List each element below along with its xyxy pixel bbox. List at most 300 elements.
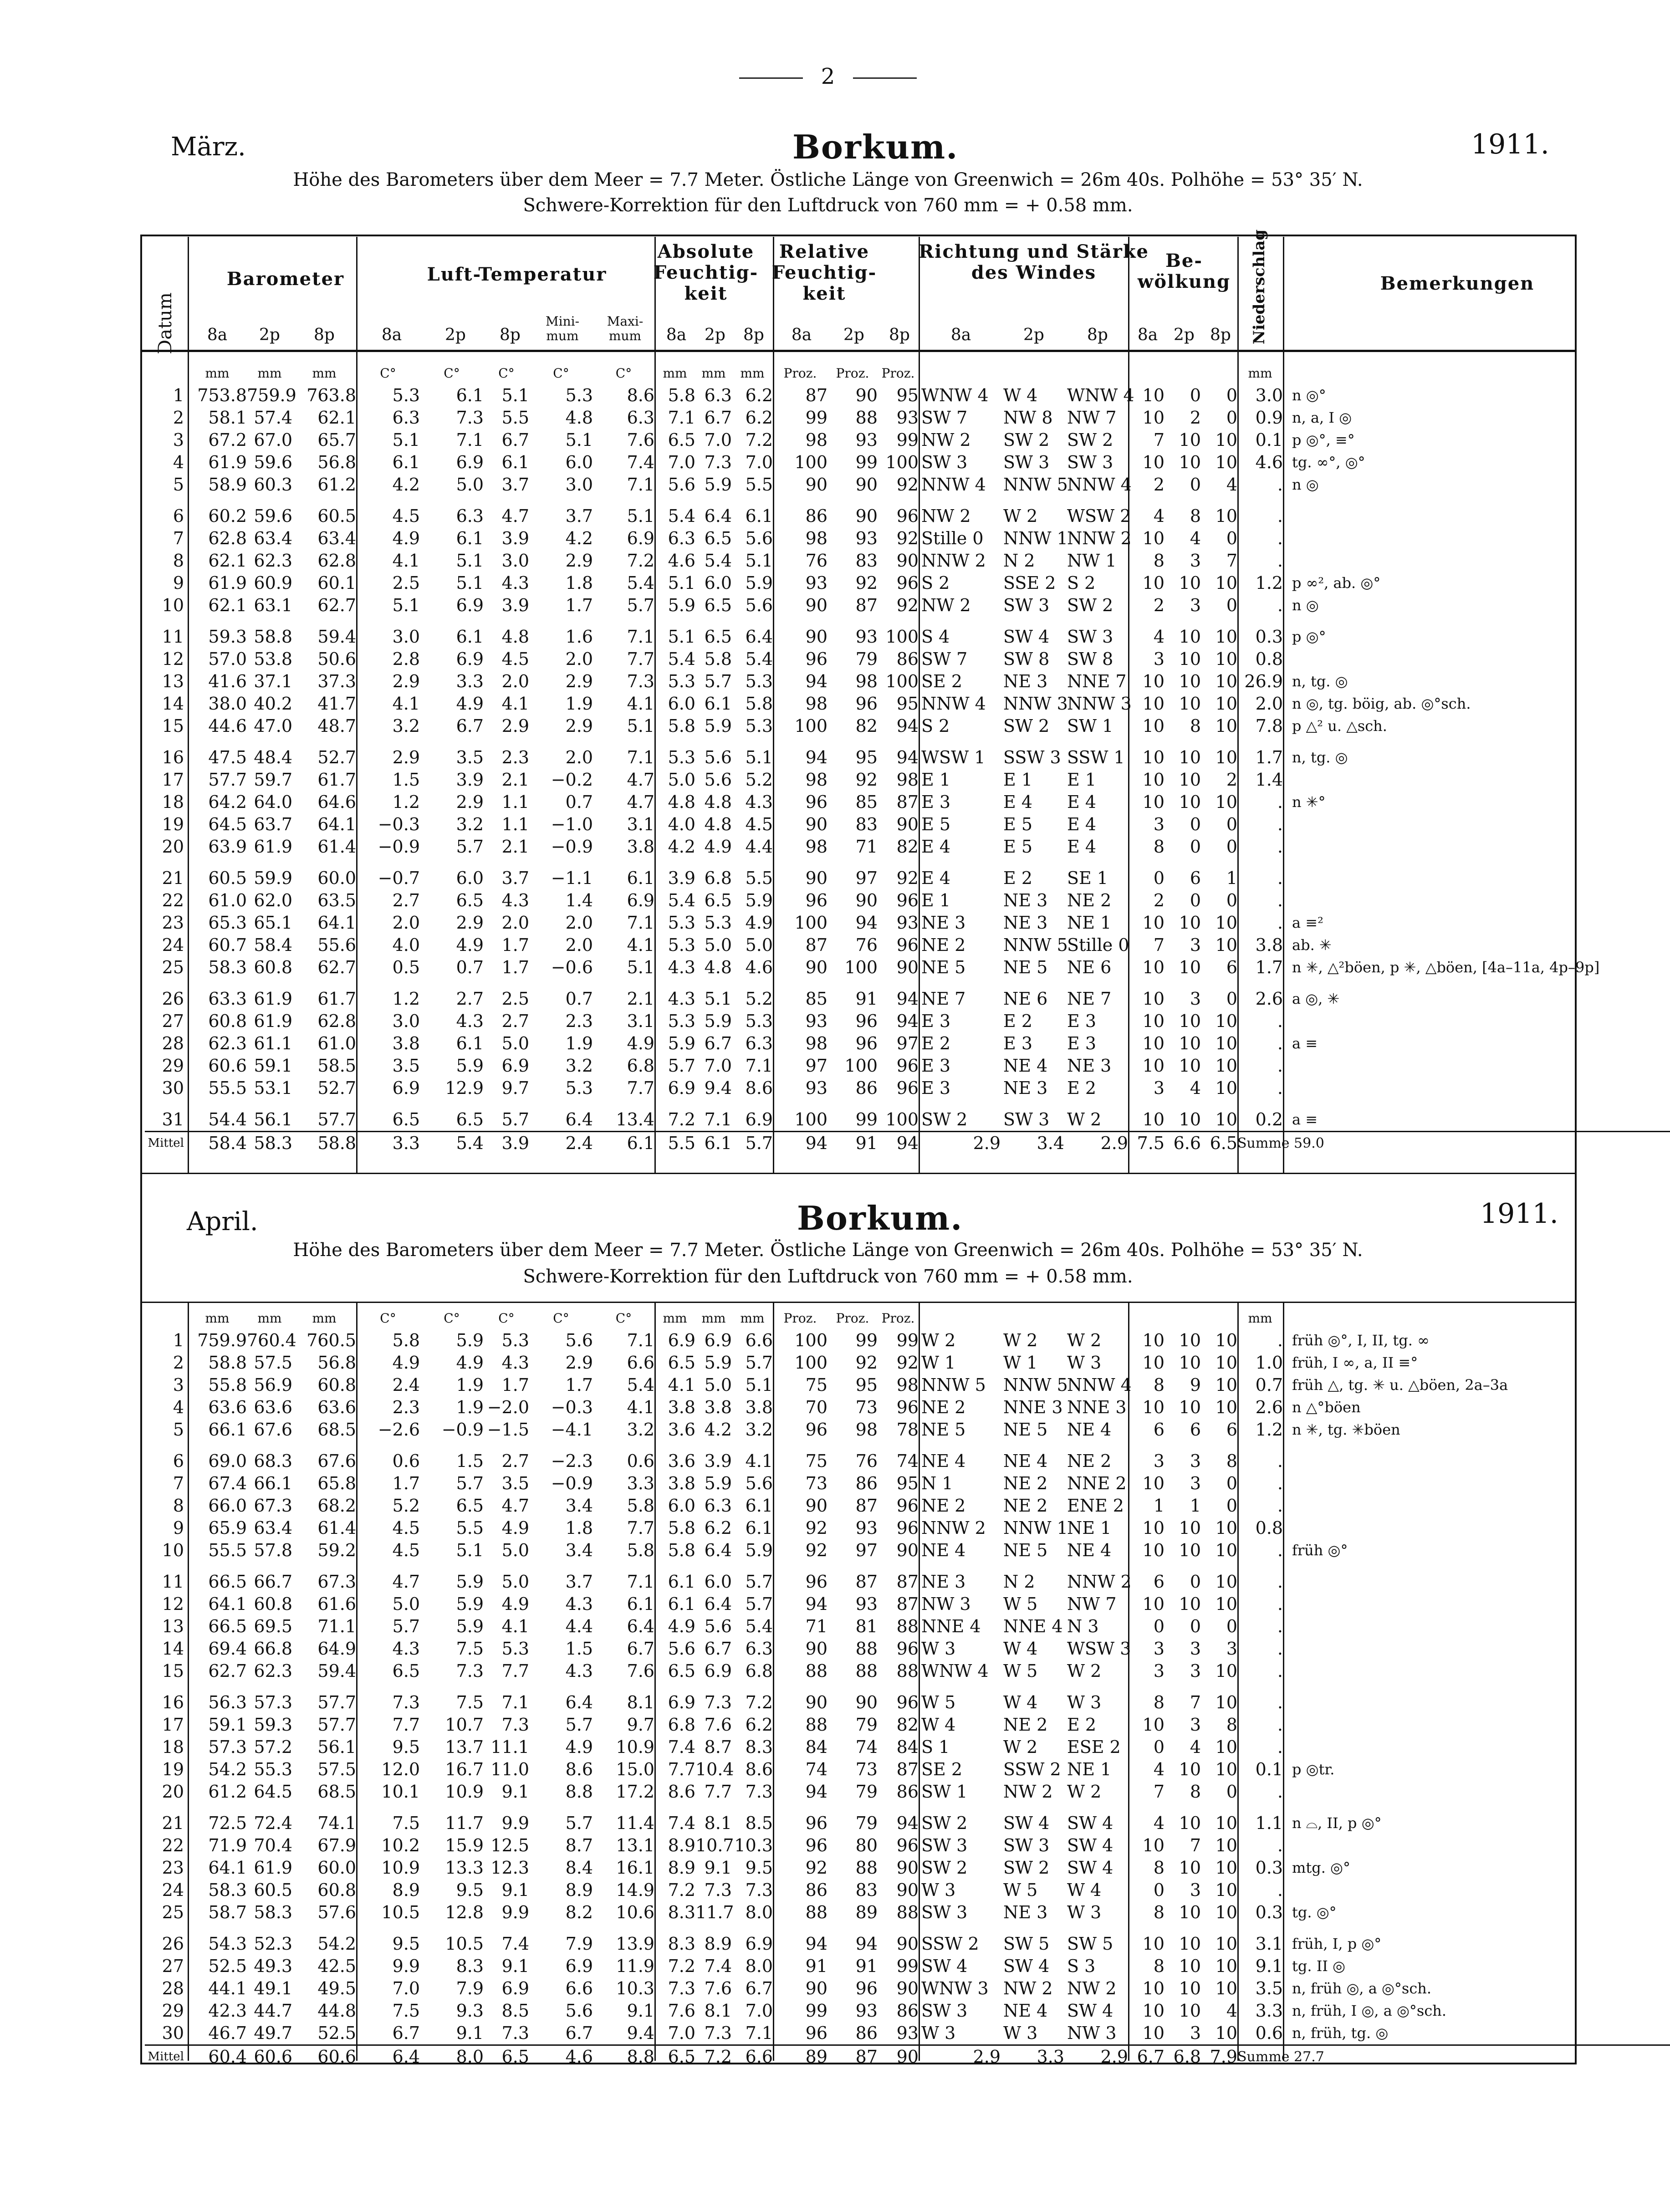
cell-baro-2p: 58.4 bbox=[254, 935, 292, 955]
unit-temp-2p: C° bbox=[444, 1311, 460, 1326]
table-row bbox=[145, 550, 1670, 572]
cell-remark: p ∞², ab. ◎° bbox=[1292, 574, 1381, 592]
cell-temp-8a: 7.3 bbox=[392, 1692, 420, 1712]
cell-precip: . bbox=[1277, 1737, 1283, 1757]
table-row bbox=[145, 1857, 1670, 1879]
cell-precip: . bbox=[1277, 1572, 1283, 1592]
cell-baro-2p: 59.7 bbox=[254, 770, 292, 790]
cell-baro-8p: 67.6 bbox=[317, 1451, 356, 1471]
cell-temp-8a: 7.5 bbox=[392, 1813, 420, 1833]
cell-baro-8p: 763.8 bbox=[306, 385, 356, 405]
cell-cloud-2p: 7 bbox=[1190, 1692, 1201, 1712]
cell-rel-8a: 98 bbox=[805, 1033, 827, 1053]
cell-baro-8p: 55.6 bbox=[317, 935, 356, 955]
cell-remark: früh ◎°, I, II, tg. ∞ bbox=[1292, 1332, 1430, 1349]
cell-wind-8p: SW 5 bbox=[1067, 1934, 1113, 1954]
cell-wind-2p: SW 4 bbox=[1003, 1813, 1050, 1833]
cell-temp-8a: 6.9 bbox=[392, 1078, 420, 1098]
cell-rel-8p: 94 bbox=[896, 716, 919, 736]
cell-abs-8p: 5.3 bbox=[745, 671, 773, 691]
cell-day: 12 bbox=[162, 649, 184, 669]
cell-remark: a ≡ bbox=[1292, 1111, 1318, 1128]
cell-temp-8a: 4.3 bbox=[392, 1639, 420, 1659]
cell-abs-2p: 6.0 bbox=[704, 573, 732, 593]
cell-abs-8p: 6.3 bbox=[745, 1033, 773, 1053]
cell-precip: . bbox=[1277, 1692, 1283, 1712]
cell-temp-2p: 7.5 bbox=[456, 1692, 484, 1712]
cell-rel-2p: 95 bbox=[855, 747, 878, 767]
cell-precip: 0.8 bbox=[1255, 1518, 1283, 1538]
cell-remark: n ◎ bbox=[1292, 476, 1319, 493]
cell-wind-2p: W 1 bbox=[1003, 1353, 1038, 1373]
cell-rel-2p: 82 bbox=[855, 716, 878, 736]
cell-temp-8a: 10.1 bbox=[381, 1782, 420, 1802]
table-row bbox=[145, 1924, 1670, 1955]
station-info-line-april: Höhe des Barometers über dem Meer = 7.7 Meter. Östliche Länge von Greenwich = 26m 40s. Polhöhe = 53° 35′ N. bbox=[293, 1240, 1363, 1261]
cell-remark bbox=[1283, 1736, 1670, 1758]
sub-rel-2p: 2p bbox=[843, 326, 864, 344]
cell-rel-8p: 92 bbox=[896, 868, 919, 888]
cell-wind-2p: NNW 3 bbox=[1003, 694, 1068, 714]
cell-temp-2p: 3.5 bbox=[456, 747, 484, 767]
cell-precip: 0.7 bbox=[1255, 1375, 1283, 1395]
cell-rel-2p: 86 bbox=[855, 2023, 878, 2043]
cell-temp-max: 0.6 bbox=[627, 1451, 654, 1471]
cell-cloud-8p: 10 bbox=[1215, 1056, 1237, 1076]
cell-cloud-8p: 10 bbox=[1215, 1353, 1237, 1373]
cell-temp-max: 7.6 bbox=[627, 430, 654, 450]
cell-day: 22 bbox=[162, 1835, 184, 1855]
cell-temp-8a: 3.8 bbox=[392, 1033, 420, 1053]
cell-abs-2p: 4.2 bbox=[704, 1420, 732, 1440]
cell-abs-2p: 6.5 bbox=[704, 595, 732, 615]
cell-temp-min: 6.6 bbox=[565, 1978, 593, 1998]
cell-temp-max: 5.8 bbox=[627, 1496, 654, 1516]
cell-temp-8a: 1.2 bbox=[392, 792, 420, 812]
cell-cloud-2p: 10 bbox=[1179, 1056, 1201, 1076]
cell-baro-2p: 58.3 bbox=[247, 1132, 292, 1155]
cell-baro-8a: 55.5 bbox=[208, 1078, 247, 1098]
cell-rel-8p: 100 bbox=[885, 1109, 919, 1129]
cell-baro-8a: 58.4 bbox=[188, 1132, 247, 1155]
unit-temp-max: C° bbox=[615, 366, 632, 381]
cell-abs-8a: 4.0 bbox=[668, 814, 695, 834]
cell-temp-2p: 5.7 bbox=[456, 837, 484, 857]
cell-cloud-2p: 3 bbox=[1190, 1639, 1201, 1659]
unit-temp-min: C° bbox=[553, 1311, 569, 1326]
table-row bbox=[145, 956, 1670, 979]
cell-baro-8a: 55.8 bbox=[208, 1375, 247, 1395]
cell-remark bbox=[1283, 769, 1670, 791]
cell-cloud-8p: 10 bbox=[1215, 1518, 1237, 1538]
cell-abs-8a: 3.6 bbox=[668, 1451, 695, 1471]
cell-cloud-8p: 10 bbox=[1215, 1880, 1237, 1900]
cell-baro-8p: 57.5 bbox=[317, 1759, 356, 1779]
cell-baro-8a: 52.5 bbox=[208, 1956, 247, 1976]
cell-rel-2p: 73 bbox=[855, 1397, 878, 1417]
cell-remark: p △² u. △sch. bbox=[1292, 717, 1387, 735]
cell-cloud-8p: 10 bbox=[1215, 935, 1237, 955]
cell-cloud-2p: 10 bbox=[1179, 671, 1201, 691]
cell-wind-2p: SW 2 bbox=[1003, 1858, 1050, 1878]
cell-cloud-8a: 8 bbox=[1153, 1692, 1164, 1712]
cell-temp-min: 6.9 bbox=[565, 1956, 593, 1976]
cell-cloud-8p: 10 bbox=[1215, 747, 1237, 767]
cell-temp-8a: 6.7 bbox=[392, 2023, 420, 2043]
cell-day: 1 bbox=[173, 385, 184, 405]
cell-wind-8p: SSW 1 bbox=[1067, 747, 1125, 767]
cell-rel-8p: 96 bbox=[896, 1397, 919, 1417]
cell-temp-8a: −0.9 bbox=[378, 837, 420, 857]
cell-temp-2p: 6.5 bbox=[456, 890, 484, 910]
cell-temp-8a: 1.5 bbox=[392, 770, 420, 790]
cell-temp-max: 4.7 bbox=[627, 770, 654, 790]
col-bemerkungen-heading: Bemerkungen bbox=[1380, 273, 1535, 294]
cell-cloud-8a: 2 bbox=[1153, 595, 1164, 615]
cell-baro-8a: 64.5 bbox=[208, 814, 247, 834]
cell-precip: 2.6 bbox=[1255, 989, 1283, 1009]
cell-wind-2p: SSW 3 bbox=[1003, 747, 1061, 767]
cell-temp-min: −0.6 bbox=[551, 957, 593, 977]
cell-wind-8a: Stille 0 bbox=[921, 528, 984, 548]
cell-baro-8p: 62.8 bbox=[317, 1011, 356, 1031]
cell-cloud-2p: 10 bbox=[1179, 1858, 1201, 1878]
cell-baro-8p: 760.5 bbox=[306, 1330, 356, 1350]
cell-rel-8p: 92 bbox=[896, 475, 919, 495]
cell-temp-8a: 7.5 bbox=[392, 2001, 420, 2021]
cell-rel-8p: 90 bbox=[896, 551, 919, 571]
cell-baro-8a: 62.1 bbox=[208, 551, 247, 571]
cell-wind-2p: NNW 5 bbox=[1003, 475, 1068, 495]
cell-wind-8p: W 2 bbox=[1067, 1330, 1102, 1350]
cell-cloud-8a: 10 bbox=[1142, 1978, 1164, 1998]
cell-baro-8p: 58.5 bbox=[317, 1056, 356, 1076]
cell-wind-8p: WSW 3 bbox=[1067, 1639, 1131, 1659]
cell-wind-8p: SW 4 bbox=[1067, 1835, 1113, 1855]
cell-baro-8a: 64.1 bbox=[208, 1594, 247, 1614]
cell-cloud-2p: 4 bbox=[1190, 1737, 1201, 1757]
cell-rel-8p: 96 bbox=[896, 890, 919, 910]
cell-wind-8p: WSW 2 bbox=[1067, 506, 1131, 526]
cell-temp-max: 11.4 bbox=[616, 1813, 654, 1833]
cell-wind-8a: E 3 bbox=[921, 1078, 950, 1098]
cell-rel-8a: 75 bbox=[805, 1375, 827, 1395]
cell-cloud-2p: 3 bbox=[1190, 1715, 1201, 1735]
cell-wind-8a: W 3 bbox=[921, 2023, 956, 2043]
cell-cloud-8a: 8 bbox=[1153, 551, 1164, 571]
cell-temp-8a: 2.7 bbox=[392, 890, 420, 910]
cell-abs-8a: 6.9 bbox=[668, 1078, 695, 1098]
cell-temp-min: 4.8 bbox=[565, 408, 593, 428]
cell-temp-8p: 5.3 bbox=[501, 1330, 529, 1350]
cell-wind-8a: NW 2 bbox=[921, 430, 971, 450]
cell-abs-2p: 4.8 bbox=[704, 957, 732, 977]
cell-baro-8p: 61.4 bbox=[317, 1518, 356, 1538]
cell-rel-8a: 90 bbox=[805, 957, 827, 977]
cell-cloud-2p: 10 bbox=[1179, 913, 1201, 933]
unit-rel-2p: Proz. bbox=[836, 366, 869, 381]
table-row bbox=[145, 1834, 1670, 1857]
cell-wind-2p: NE 5 bbox=[1003, 1420, 1048, 1440]
cell-abs-8a: 7.4 bbox=[668, 1813, 695, 1833]
cell-abs-8a: 6.5 bbox=[668, 1353, 695, 1373]
cell-baro-8a: 57.3 bbox=[208, 1737, 247, 1757]
cell-rel-8p: 94 bbox=[896, 1011, 919, 1031]
cell-rel-8a: 88 bbox=[805, 1715, 827, 1735]
cell-temp-8a: 4.1 bbox=[392, 694, 420, 714]
month-label-april: April. bbox=[187, 1207, 258, 1236]
table-row bbox=[145, 1472, 1670, 1495]
cell-temp-8p: 5.3 bbox=[501, 1639, 529, 1659]
cell-temp-max: 7.2 bbox=[627, 551, 654, 571]
cell-temp-min: 7.9 bbox=[565, 1934, 593, 1954]
cell-rel-8p: 93 bbox=[896, 913, 919, 933]
cell-rel-2p: 79 bbox=[855, 649, 878, 669]
cell-temp-min: 5.3 bbox=[565, 1078, 593, 1098]
cell-precip: 7.8 bbox=[1255, 716, 1283, 736]
cell-abs-8a: 5.3 bbox=[668, 671, 695, 691]
cell-remark: a ◎, ✳ bbox=[1292, 990, 1340, 1007]
cell-wind-2p: E 4 bbox=[1003, 792, 1032, 812]
cell-wind-8a: E 3 bbox=[921, 1056, 950, 1076]
cell-cloud-2p: 6 bbox=[1190, 1420, 1201, 1440]
cell-baro-2p: 67.3 bbox=[254, 1496, 292, 1516]
cell-rel-8a: 73 bbox=[805, 1473, 827, 1493]
cell-cloud-8a: 10 bbox=[1142, 1056, 1164, 1076]
cell-rel-2p: 76 bbox=[855, 1451, 878, 1471]
cell-temp-8p: 2.0 bbox=[501, 913, 529, 933]
cell-remark: p ◎tr. bbox=[1292, 1761, 1335, 1778]
cell-cloud-2p: 6.6 bbox=[1164, 1132, 1201, 1155]
cell-cloud-2p: 8 bbox=[1190, 1782, 1201, 1802]
cell-remark bbox=[1283, 889, 1670, 912]
cell-precip: 1.1 bbox=[1255, 1813, 1283, 1833]
cell-precip: 3.8 bbox=[1255, 935, 1283, 955]
cell-abs-2p: 8.1 bbox=[704, 1813, 732, 1833]
cell-temp-8p: 9.9 bbox=[501, 1813, 529, 1833]
col-abs-feuchte-heading: Absolute Feuchtig- keit bbox=[653, 241, 759, 304]
cell-baro-8a: 47.5 bbox=[208, 747, 247, 767]
cell-remark: n, früh, I ◎, a ◎°sch. bbox=[1292, 2002, 1447, 2019]
cell-day: 26 bbox=[162, 1934, 184, 1954]
cell-remark: früh △, tg. ✳ u. △böen, 2a–3a bbox=[1292, 1376, 1508, 1394]
cell-temp-8p: 2.9 bbox=[501, 716, 529, 736]
cell-abs-2p: 7.1 bbox=[704, 1109, 732, 1129]
cell-cloud-8a: 10 bbox=[1142, 528, 1164, 548]
cell-remark bbox=[1283, 1472, 1670, 1495]
cell-wind-8a: WNW 3 bbox=[921, 1978, 989, 1998]
units-row bbox=[145, 1307, 1670, 1329]
cell-temp-8p: 9.9 bbox=[501, 1902, 529, 1922]
cell-baro-8p: 61.4 bbox=[317, 837, 356, 857]
cell-rel-8p: 92 bbox=[896, 595, 919, 615]
cell-temp-max: 5.4 bbox=[627, 573, 654, 593]
cell-temp-2p: 10.9 bbox=[445, 1782, 484, 1802]
cell-wind-2p: NW 2 bbox=[1003, 1978, 1053, 1998]
cell-baro-8a: 69.0 bbox=[208, 1451, 247, 1471]
cell-temp-8p: 7.3 bbox=[501, 1715, 529, 1735]
cell-day: 13 bbox=[162, 1616, 184, 1636]
cell-rel-8p: 93 bbox=[896, 408, 919, 428]
cell-cloud-8p: 0 bbox=[1226, 814, 1237, 834]
sub-temp-8p: 8p bbox=[500, 326, 521, 344]
cell-cloud-8p: 10 bbox=[1215, 913, 1237, 933]
cell-baro-8p: 54.2 bbox=[317, 1934, 356, 1954]
cell-cloud-8p: 10 bbox=[1215, 1011, 1237, 1031]
cell-abs-2p: 6.7 bbox=[704, 1639, 732, 1659]
table-row bbox=[145, 1562, 1670, 1593]
cell-cloud-8a: 7 bbox=[1153, 1782, 1164, 1802]
cell-rel-8p: 94 bbox=[896, 1813, 919, 1833]
cell-baro-8p: 50.6 bbox=[317, 649, 356, 669]
cell-temp-min: 1.6 bbox=[565, 627, 593, 647]
cell-abs-8p: 6.7 bbox=[745, 1978, 773, 1998]
unit-baro-8p: mm bbox=[312, 366, 337, 381]
cell-wind-8a: WNW 4 bbox=[921, 1661, 989, 1681]
cell-rel-2p: 88 bbox=[855, 1661, 878, 1681]
cell-abs-8a: 6.0 bbox=[668, 694, 695, 714]
cell-abs-2p: 9.4 bbox=[704, 1078, 732, 1098]
table-row bbox=[145, 1615, 1670, 1638]
cell-temp-2p: 3.9 bbox=[456, 770, 484, 790]
cell-rel-8p: 87 bbox=[896, 1572, 919, 1592]
cell-day: 11 bbox=[162, 1572, 184, 1592]
cell-abs-8a: 6.5 bbox=[668, 430, 695, 450]
cell-cloud-8a: 8 bbox=[1153, 837, 1164, 857]
cell-rel-8a: 84 bbox=[805, 1737, 827, 1757]
cell-rel-8p: 94 bbox=[896, 989, 919, 1009]
cell-temp-8a: 3.0 bbox=[392, 1011, 420, 1031]
cell-wind-2p: SSW 2 bbox=[1003, 1759, 1061, 1779]
cell-abs-8p: 5.9 bbox=[745, 1540, 773, 1560]
cell-remark: n △°böen bbox=[1292, 1399, 1361, 1416]
cell-abs-2p: 5.0 bbox=[704, 1375, 732, 1395]
cell-day: 28 bbox=[162, 1978, 184, 1998]
cell-cloud-8a: 4 bbox=[1153, 506, 1164, 526]
cell-wind-8p: W 2 bbox=[1067, 1782, 1102, 1802]
cell-rel-2p: 94 bbox=[855, 1934, 878, 1954]
cell-cloud-8a: 2 bbox=[1153, 890, 1164, 910]
cell-temp-2p: 9.1 bbox=[456, 2023, 484, 2043]
cell-cloud-2p: 3 bbox=[1190, 551, 1201, 571]
unit-temp-max: C° bbox=[615, 1311, 632, 1326]
cell-rel-8a: 96 bbox=[805, 1813, 827, 1833]
cell-rel-8a: 100 bbox=[794, 913, 827, 933]
cell-temp-max: 15.0 bbox=[616, 1759, 654, 1779]
cell-rel-8p: 82 bbox=[896, 1715, 919, 1735]
cell-rel-2p: 93 bbox=[855, 1594, 878, 1614]
cell-wind-8a: 2.9 bbox=[919, 1132, 1001, 1155]
cell-wind-8a: E 3 bbox=[921, 1011, 950, 1031]
cell-baro-8a: 759.9 bbox=[197, 1330, 247, 1350]
cell-baro-2p: 60.8 bbox=[254, 1594, 292, 1614]
cell-baro-2p: 49.1 bbox=[254, 1978, 292, 1998]
cell-abs-8a: 6.9 bbox=[668, 1692, 695, 1712]
unit-wind-8p bbox=[1064, 1307, 1128, 1329]
cell-wind-8p: SW 4 bbox=[1067, 1858, 1113, 1878]
cell-temp-2p: 3.3 bbox=[456, 671, 484, 691]
cell-abs-2p: 6.7 bbox=[704, 1033, 732, 1053]
cell-temp-2p: 6.0 bbox=[456, 868, 484, 888]
cell-cloud-8a: 10 bbox=[1142, 1934, 1164, 1954]
cell-temp-min: 0.7 bbox=[565, 792, 593, 812]
cell-rel-8p: 87 bbox=[896, 792, 919, 812]
cell-temp-8a: 2.8 bbox=[392, 649, 420, 669]
cell-baro-2p: 61.1 bbox=[254, 1033, 292, 1053]
cell-temp-min: 5.6 bbox=[565, 2001, 593, 2021]
cell-abs-8p: 5.3 bbox=[745, 716, 773, 736]
cell-abs-2p: 6.4 bbox=[704, 1540, 732, 1560]
cell-wind-8p: W 3 bbox=[1067, 1692, 1102, 1712]
cell-temp-8p: 4.7 bbox=[501, 1496, 529, 1516]
cell-rel-8p: 96 bbox=[896, 1078, 919, 1098]
cell-wind-8p: NW 7 bbox=[1067, 408, 1117, 428]
cell-abs-8p: 8.5 bbox=[745, 1813, 773, 1833]
cell-wind-2p: SW 3 bbox=[1003, 1835, 1050, 1855]
cell-baro-2p: 63.7 bbox=[254, 814, 292, 834]
cell-baro-2p: 66.1 bbox=[254, 1473, 292, 1493]
cell-temp-min: 2.4 bbox=[529, 1132, 593, 1155]
cell-baro-2p: 37.1 bbox=[254, 671, 292, 691]
cell-wind-8p: NE 6 bbox=[1067, 957, 1112, 977]
station-info-line-maerz: Höhe des Barometers über dem Meer = 7.7 Meter. Östliche Länge von Greenwich = 26m 40s. Polhöhe = 53° 35′ N. bbox=[293, 169, 1363, 190]
cell-temp-2p: 9.5 bbox=[456, 1880, 484, 1900]
cell-temp-2p: 11.7 bbox=[445, 1813, 484, 1833]
cell-rel-8a: 96 bbox=[805, 792, 827, 812]
cell-rel-2p: 79 bbox=[855, 1813, 878, 1833]
cell-rel-8p: 94 bbox=[896, 747, 919, 767]
unit-abs-8p: mm bbox=[740, 1311, 765, 1326]
cell-cloud-8p: 6.5 bbox=[1201, 1132, 1237, 1155]
cell-wind-8a: E 1 bbox=[921, 890, 950, 910]
cell-baro-8p: 68.5 bbox=[317, 1782, 356, 1802]
cell-rel-2p: 91 bbox=[855, 1956, 878, 1976]
cell-abs-8a: 4.1 bbox=[668, 1375, 695, 1395]
cell-abs-8a: 8.9 bbox=[668, 1835, 695, 1855]
cell-wind-8p: NW 1 bbox=[1067, 551, 1117, 571]
cell-baro-8p: 48.7 bbox=[317, 716, 356, 736]
cell-temp-max: 6.6 bbox=[627, 1353, 654, 1373]
cell-temp-2p: 1.9 bbox=[456, 1375, 484, 1395]
table-row bbox=[145, 1099, 1670, 1132]
cell-wind-8a: E 5 bbox=[921, 814, 950, 834]
cell-abs-8p: 4.6 bbox=[745, 957, 773, 977]
cell-baro-8a: 67.2 bbox=[208, 430, 247, 450]
table-row bbox=[145, 648, 1670, 670]
cell-cloud-8a: 10 bbox=[1142, 1473, 1164, 1493]
cell-rel-8a: 100 bbox=[794, 1353, 827, 1373]
cell-wind-2p: 3.3 bbox=[1001, 2045, 1064, 2069]
cell-abs-2p: 6.9 bbox=[704, 1330, 732, 1350]
cell-baro-8p: 56.8 bbox=[317, 1353, 356, 1373]
cell-rel-2p: 86 bbox=[855, 1473, 878, 1493]
cell-abs-8a: 5.9 bbox=[668, 1033, 695, 1053]
cell-wind-8p: E 2 bbox=[1067, 1078, 1096, 1098]
cell-cloud-8p: 8 bbox=[1226, 1715, 1237, 1735]
cell-temp-8a: 5.1 bbox=[392, 595, 420, 615]
cell-wind-8p: NNW 2 bbox=[1067, 528, 1132, 548]
cell-baro-2p: 59.9 bbox=[254, 868, 292, 888]
cell-rel-2p: 91 bbox=[855, 989, 878, 1009]
cell-wind-8p: E 4 bbox=[1067, 792, 1096, 812]
cell-cloud-8a: 10 bbox=[1142, 1109, 1164, 1129]
cell-rel-8a: 87 bbox=[805, 385, 827, 405]
cell-wind-8p: E 3 bbox=[1067, 1011, 1096, 1031]
cell-precip: . bbox=[1277, 595, 1283, 615]
cell-wind-2p: NE 5 bbox=[1003, 1540, 1048, 1560]
cell-abs-8a: 7.2 bbox=[668, 1956, 695, 1976]
cell-baro-8p: 57.7 bbox=[317, 1109, 356, 1129]
